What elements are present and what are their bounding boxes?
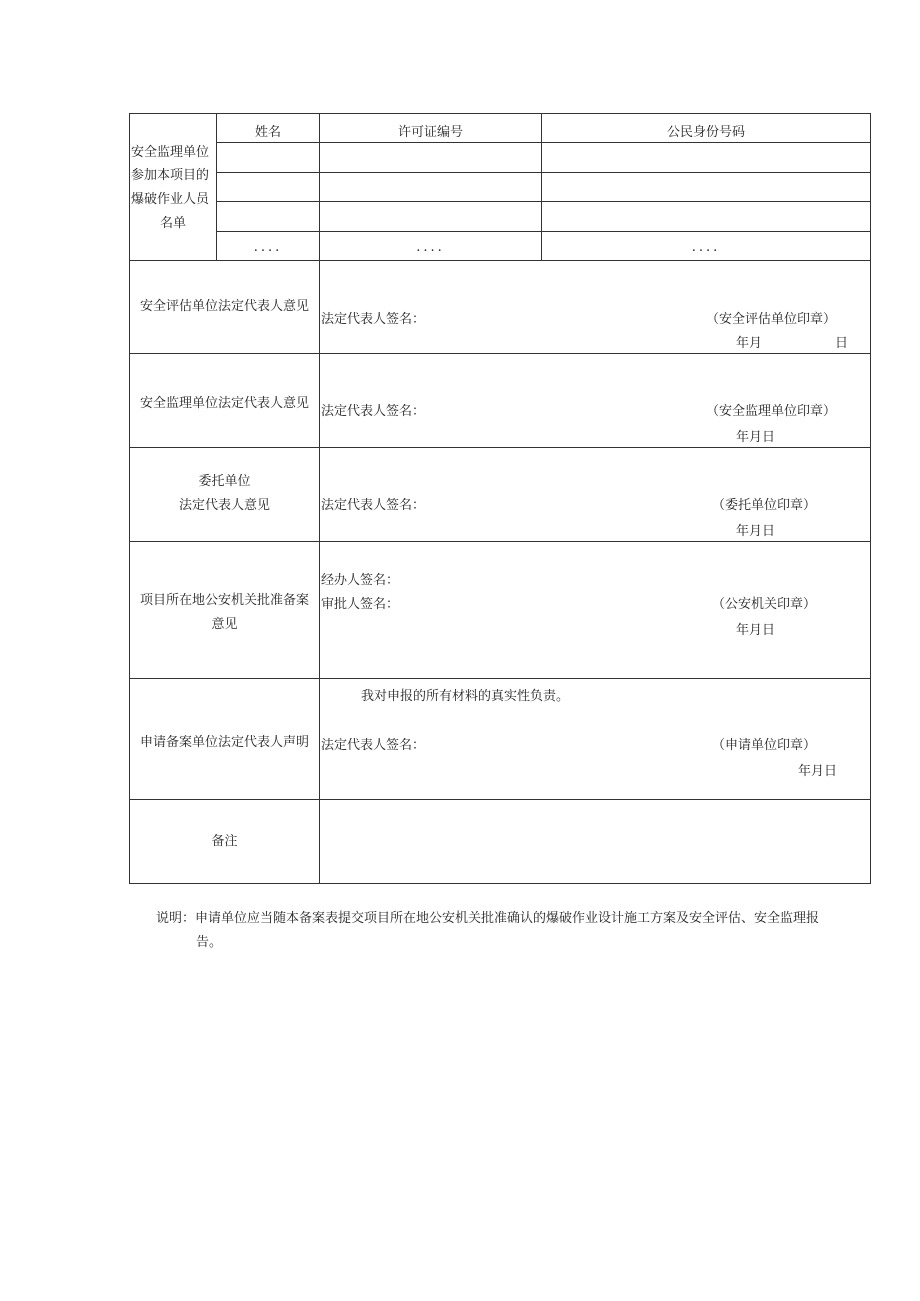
client-opinion-label-line: 委托单位	[198, 474, 251, 489]
approver-sign-label: 审批人签名：	[321, 597, 400, 612]
client-date: 年月日	[736, 524, 776, 539]
supervision-sign-label: 法定代表人签名：	[321, 404, 426, 419]
police-opinion-label-line: 意见	[211, 617, 238, 632]
declaration-statement: 我对申报的所有材料的真实性负责。	[361, 689, 570, 704]
declaration-label: 申请备案单位法定代表人声明	[139, 735, 309, 750]
ellipsis-id: ....	[691, 240, 721, 255]
row-divider	[129, 353, 871, 354]
personnel-label-line: 参加本项目的	[131, 168, 210, 183]
header-license: 许可证编号	[397, 125, 463, 140]
note-line: 说明：申请单位应当随本备案表提交项目所在地公安机关批准确认的爆破作业设计施工方案及安全评估、安全监理报	[156, 911, 820, 926]
row-divider	[129, 678, 871, 679]
row-divider	[216, 172, 871, 173]
ellipsis-name: ....	[253, 240, 283, 255]
note-line: 告。	[196, 935, 223, 950]
client-seal: （委托单位印章）	[712, 498, 817, 513]
row-divider	[129, 541, 871, 542]
ellipsis-license: ....	[416, 240, 445, 255]
personnel-label-line: 名单	[159, 216, 186, 231]
header-name: 姓名	[254, 125, 281, 140]
supervision-date: 年月日	[736, 430, 776, 445]
row-divider	[216, 142, 871, 143]
supervision-seal: （安全监理单位印章）	[706, 404, 837, 419]
column-divider	[870, 113, 871, 883]
eval-sign-label: 法定代表人签名：	[321, 312, 426, 327]
client-opinion-label-line: 法定代表人意见	[178, 498, 270, 513]
row-divider	[129, 799, 871, 800]
column-divider	[319, 113, 320, 883]
declaration-sign-label: 法定代表人签名：	[321, 738, 426, 753]
handler-sign-label: 经办人签名：	[321, 573, 400, 588]
personnel-label-line: 安全监理单位	[131, 145, 210, 160]
row-divider	[129, 260, 871, 261]
police-seal: （公安机关印章）	[712, 597, 817, 612]
row-divider	[129, 447, 871, 448]
police-date: 年月日	[736, 623, 776, 638]
eval-date-d: 日	[835, 336, 849, 351]
eval-date-ym: 年月	[736, 336, 763, 351]
remarks-label: 备注	[211, 834, 238, 849]
police-opinion-label-line: 项目所在地公安机关批准备案	[139, 593, 309, 608]
row-divider	[129, 113, 871, 114]
client-sign-label: 法定代表人签名：	[321, 498, 426, 513]
row-divider	[216, 201, 871, 202]
declaration-date: 年月日	[798, 764, 838, 779]
row-divider	[129, 883, 871, 884]
supervision-opinion-label: 安全监理单位法定代表人意见	[139, 396, 309, 411]
row-divider	[216, 231, 871, 232]
header-id: 公民身份号码	[666, 125, 745, 140]
personnel-label-line: 爆破作业人员	[131, 192, 210, 207]
declaration-seal: （申请单位印章）	[712, 738, 817, 753]
eval-seal: （安全评估单位印章）	[706, 312, 837, 327]
eval-opinion-label: 安全评估单位法定代表人意见	[139, 299, 309, 314]
